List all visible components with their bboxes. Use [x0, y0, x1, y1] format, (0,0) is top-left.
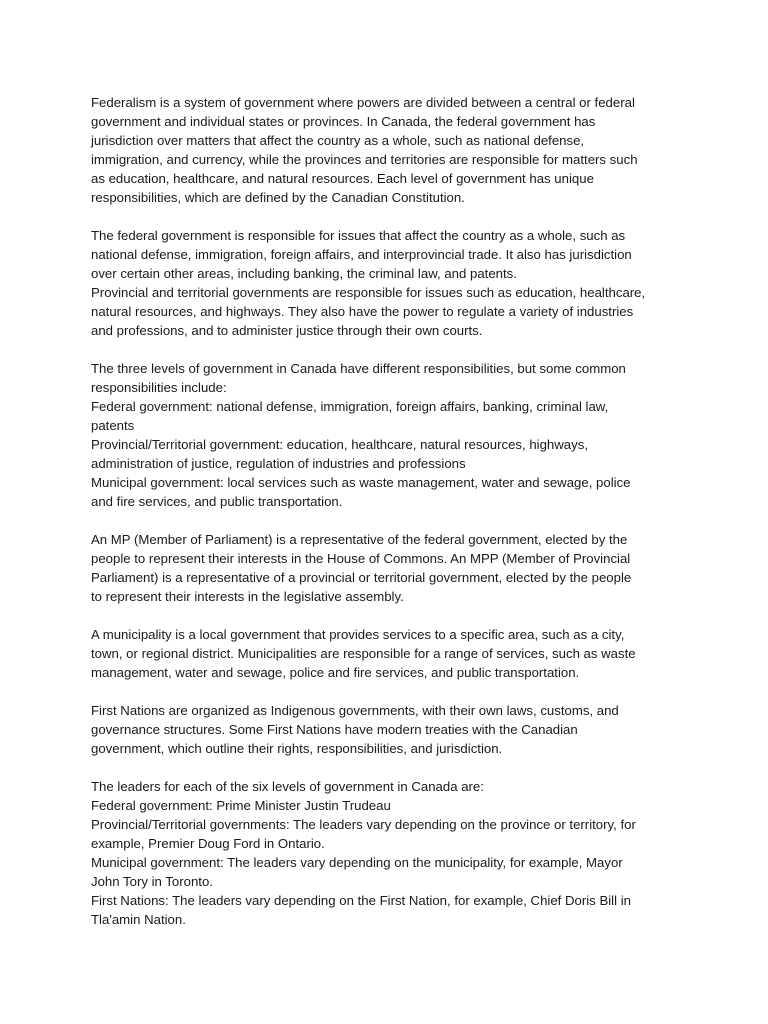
text-line: Federalism is a system of government where powers are divided between a central or federal: [91, 95, 635, 110]
text-line: over certain other areas, including banking, the criminal law, and patents.: [91, 266, 517, 281]
text-line: people to represent their interests in the House of Commons. An MPP (Member of Provincial: [91, 551, 631, 566]
text-line: An MP (Member of Parliament) is a representative of the federal government, elected by the: [91, 532, 628, 547]
text-line: governance structures. Some First Nations have modern treaties with the Canadian: [91, 722, 578, 737]
paragraph-three-levels: [91, 359, 691, 511]
text-line: Municipal government: The leaders vary depending on the municipality, for example, Mayor: [91, 855, 623, 870]
text-line: John Tory in Toronto.: [91, 874, 213, 889]
text-line: Municipal government: local services such as waste management, water and sewage, police: [91, 475, 631, 490]
document-page: [91, 93, 691, 948]
paragraph-leaders: [91, 777, 691, 929]
paragraph-first-nations: [91, 701, 691, 758]
text-line: Provincial/Territorial government: education, healthcare, natural resources, highways,: [91, 437, 588, 452]
text-line: jurisdiction over matters that affect the country as a whole, such as national defense,: [91, 133, 585, 148]
text-line: and fire services, and public transportation.: [91, 494, 343, 509]
text-line: example, Premier Doug Ford in Ontario.: [91, 836, 325, 851]
paragraph-mp-mpp: [91, 530, 691, 606]
text-line: responsibilities include:: [91, 380, 227, 395]
text-line: responsibilities, which are defined by the Canadian Constitution.: [91, 190, 465, 205]
text-line: patents: [91, 418, 135, 433]
text-line: town, or regional district. Municipalities are responsible for a range of services, such as waste: [91, 646, 636, 661]
paragraph-federalism: [91, 93, 691, 207]
text-line: and professions, and to administer justice through their own courts.: [91, 323, 483, 338]
text-line: Provincial/Territorial governments: The leaders vary depending on the province or territory, for: [91, 817, 636, 832]
text-line: administration of justice, regulation of industries and professions: [91, 456, 466, 471]
text-line: Tla'amin Nation.: [91, 912, 186, 927]
text-line: national defense, immigration, foreign affairs, and interprovincial trade. It also has jurisdiction: [91, 247, 632, 262]
paragraph-federal-provincial-responsibilities: [91, 226, 691, 340]
text-line: Parliament) is a representative of a provincial or territorial government, elected by the people: [91, 570, 632, 585]
text-line: management, water and sewage, police and fire services, and public transportation.: [91, 665, 580, 680]
text-line: immigration, and currency, while the provinces and territories are responsible for matters such: [91, 152, 638, 167]
text-line: natural resources, and highways. They also have the power to regulate a variety of industries: [91, 304, 634, 319]
text-line: A municipality is a local government that provides services to a specific area, such as a city,: [91, 627, 625, 642]
text-line: government, which outline their rights, responsibilities, and jurisdiction.: [91, 741, 503, 756]
text-line: First Nations are organized as Indigenous governments, with their own laws, customs, and: [91, 703, 619, 718]
text-line: Federal government: national defense, immigration, foreign affairs, banking, criminal law,: [91, 399, 609, 414]
text-line: The federal government is responsible for issues that affect the country as a whole, such as: [91, 228, 626, 243]
text-line: The three levels of government in Canada have different responsibilities, but some common: [91, 361, 626, 376]
paragraph-municipality: [91, 625, 691, 682]
text-line: Federal government: Prime Minister Justin Trudeau: [91, 798, 391, 813]
text-line: First Nations: The leaders vary depending on the First Nation, for example, Chief Doris Bill in: [91, 893, 631, 908]
text-line: government and individual states or provinces. In Canada, the federal government has: [91, 114, 596, 129]
text-line: as education, healthcare, and natural resources. Each level of government has unique: [91, 171, 594, 186]
text-line: Provincial and territorial governments are responsible for issues such as education, healthcare,: [91, 285, 646, 300]
text-line: The leaders for each of the six levels of government in Canada are:: [91, 779, 484, 794]
text-line: to represent their interests in the legislative assembly.: [91, 589, 404, 604]
